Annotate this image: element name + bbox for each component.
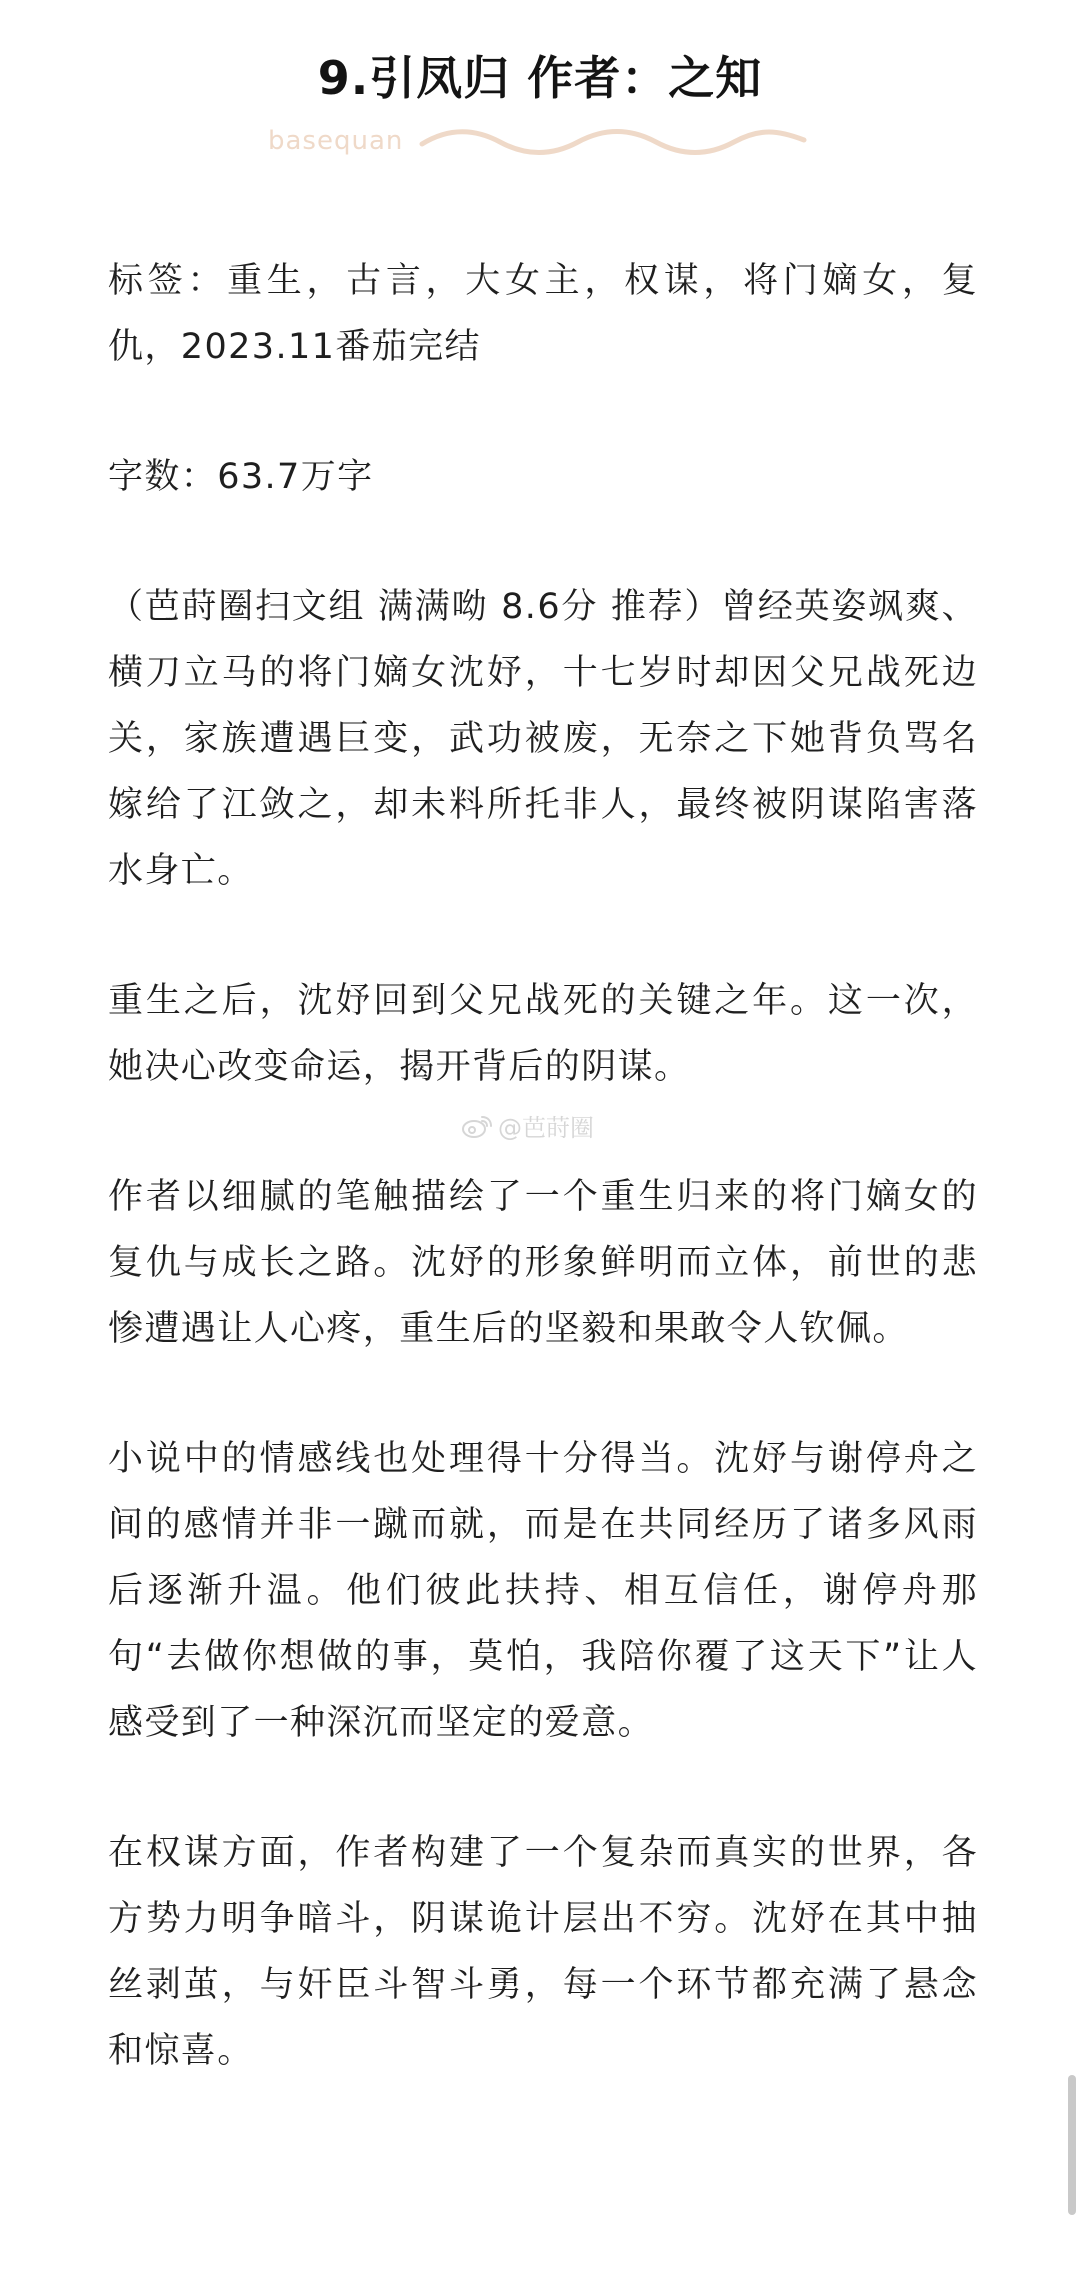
article-body <box>108 248 978 2148</box>
tags-paragraph: 标签：重生，古言，大女主，权谋，将门嫡女，复仇，2023.11番茄完结 <box>108 261 978 367</box>
wave-divider-icon <box>418 122 808 162</box>
brand-name: basequan <box>268 126 404 156</box>
weibo-icon <box>460 1112 494 1140</box>
body-paragraph: 重生之后，沈妤回到父兄战死的关键之年。这一次，她决心改变命运，揭开背后的阴谋。 <box>108 981 978 1087</box>
watermark <box>460 1108 594 1143</box>
watermark-text: @芭莳圈 <box>498 1114 594 1142</box>
body-paragraph: （芭莳圈扫文组 满满呦 8.6分 推荐）曾经英姿飒爽、横刀立马的将门嫡女沈妤，十七岁时却因父兄战死边关，家族遭遇巨变，武功被废，无奈之下她背负骂名嫁给了江敛之，却未料所托非人，最终被阴谋陷害落水身亡。 <box>108 587 978 891</box>
word-count-paragraph: 字数：63.7万字 <box>108 457 374 497</box>
body-paragraph: 在权谋方面，作者构建了一个复杂而真实的世界，各方势力明争暗斗，阴谋诡计层出不穷。沈妤在其中抽丝剥茧，与奸臣斗智斗勇，每一个环节都充满了悬念和惊喜。 <box>108 1833 978 2071</box>
scrollbar-thumb[interactable] <box>1068 2075 1076 2215</box>
brand-header <box>268 122 808 162</box>
article-title: 9.引凤归 作者：之知 <box>317 51 763 105</box>
body-paragraph: 小说中的情感线也处理得十分得当。沈妤与谢停舟之间的感情并非一蹴而就，而是在共同经历了诸多风雨后逐渐升温。他们彼此扶持、相互信任，谢停舟那句“去做你想做的事，莫怕，我陪你覆了这天下”让人感受到了一种深沉而坚定的爱意。 <box>108 1439 978 1743</box>
body-paragraph: 作者以细腻的笔触描绘了一个重生归来的将门嫡女的复仇与成长之路。沈妤的形象鲜明而立体，前世的悲惨遭遇让人心疼，重生后的坚毅和果敢令人钦佩。 <box>108 1177 978 1349</box>
